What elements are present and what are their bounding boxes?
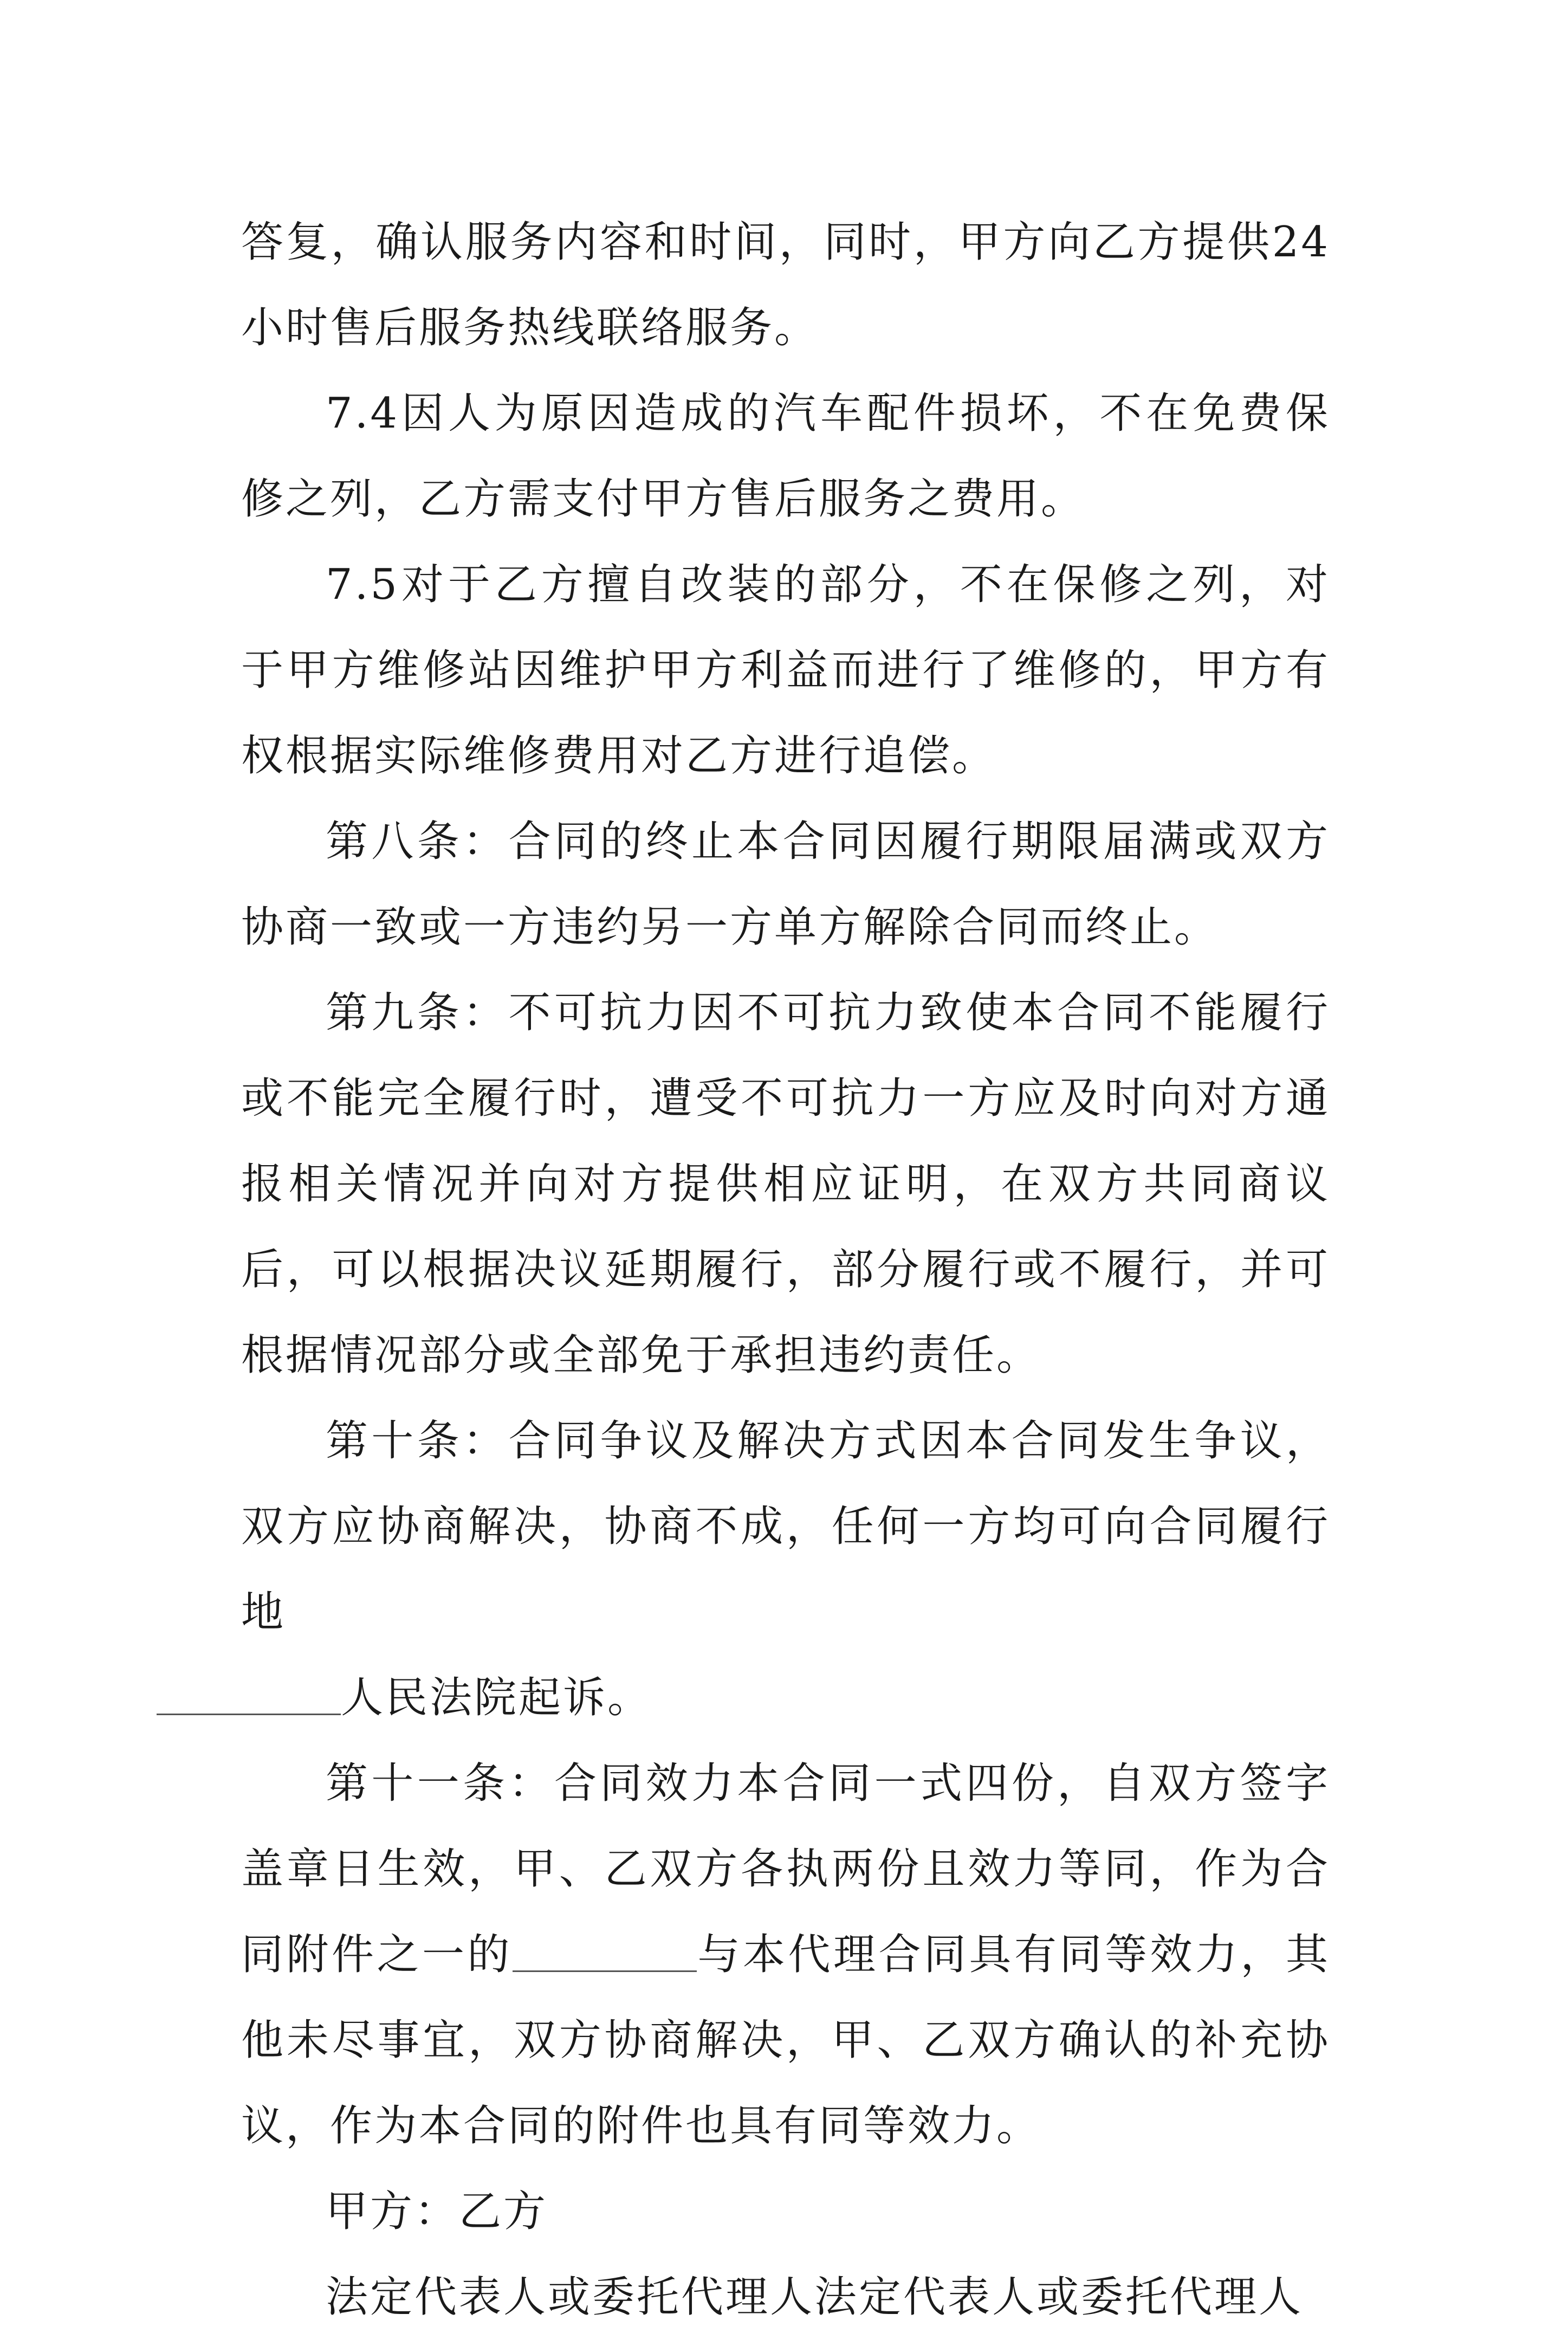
article-11-head: 第十一条：合同效力本合同一式四份，自双方签字盖章日生效，甲、乙双方各执两份且效力等同，作为合同附件之一的: [241, 1759, 1330, 1979]
article-9-force-majeure: 第九条：不可抗力因不可抗力致使本合同不能履行或不能完全履行时，遭受不可抗力一方应及时向对方通报相关情况并向对方提供相应证明，在双方共同商议后，可以根据决议延期履行，部分履行或不履行，并可根据情况部分或全部免于承担违约责任。: [241, 988, 1330, 1380]
article-10-tail: 人民法院起诉。: [341, 1673, 652, 1722]
court-location-blank: [157, 1681, 341, 1715]
paragraph-continuation: 答复，确认服务内容和时间，同时，甲方向乙方提供24小时售后服务热线联络服务。: [241, 218, 1330, 352]
signature-parties: 甲方：乙方: [326, 2187, 548, 2236]
article-10-dispute: [241, 1398, 1330, 1741]
clause-7-4: 7.4因人为原因造成的汽车配件损坏，不在免费保修之列，乙方需支付甲方售后服务之费用。: [241, 389, 1330, 523]
clause-7-5: 7.5对于乙方擅自改装的部分，不在保修之列，对于甲方维修站因维护甲方利益而进行了维修的，甲方有权根据实际维修费用对乙方进行追偿。: [241, 560, 1330, 780]
article-11-tail: 与本代理合同具有同等效力，其他未尽事宜，双方协商解决，甲、乙双方确认的补充协议，作为本合同的附件也具有同等效力。: [241, 1930, 1330, 2150]
article-10-text: 第十条：合同争议及解决方式因本合同发生争议，双方应协商解决，协商不成，任何一方均可向合同履行地: [241, 1417, 1330, 1637]
signature-representatives: 法定代表人或委托代理人法定代表人或委托代理人: [326, 2273, 1304, 2322]
attachment-name-blank: [513, 1938, 697, 1972]
article-11-validity: [241, 1741, 1330, 2169]
document-body: [241, 199, 1330, 2340]
article-8-termination: 第八条：合同的终止本合同因履行期限届满或双方协商一致或一方违约另一方单方解除合同而终止。: [241, 817, 1330, 952]
